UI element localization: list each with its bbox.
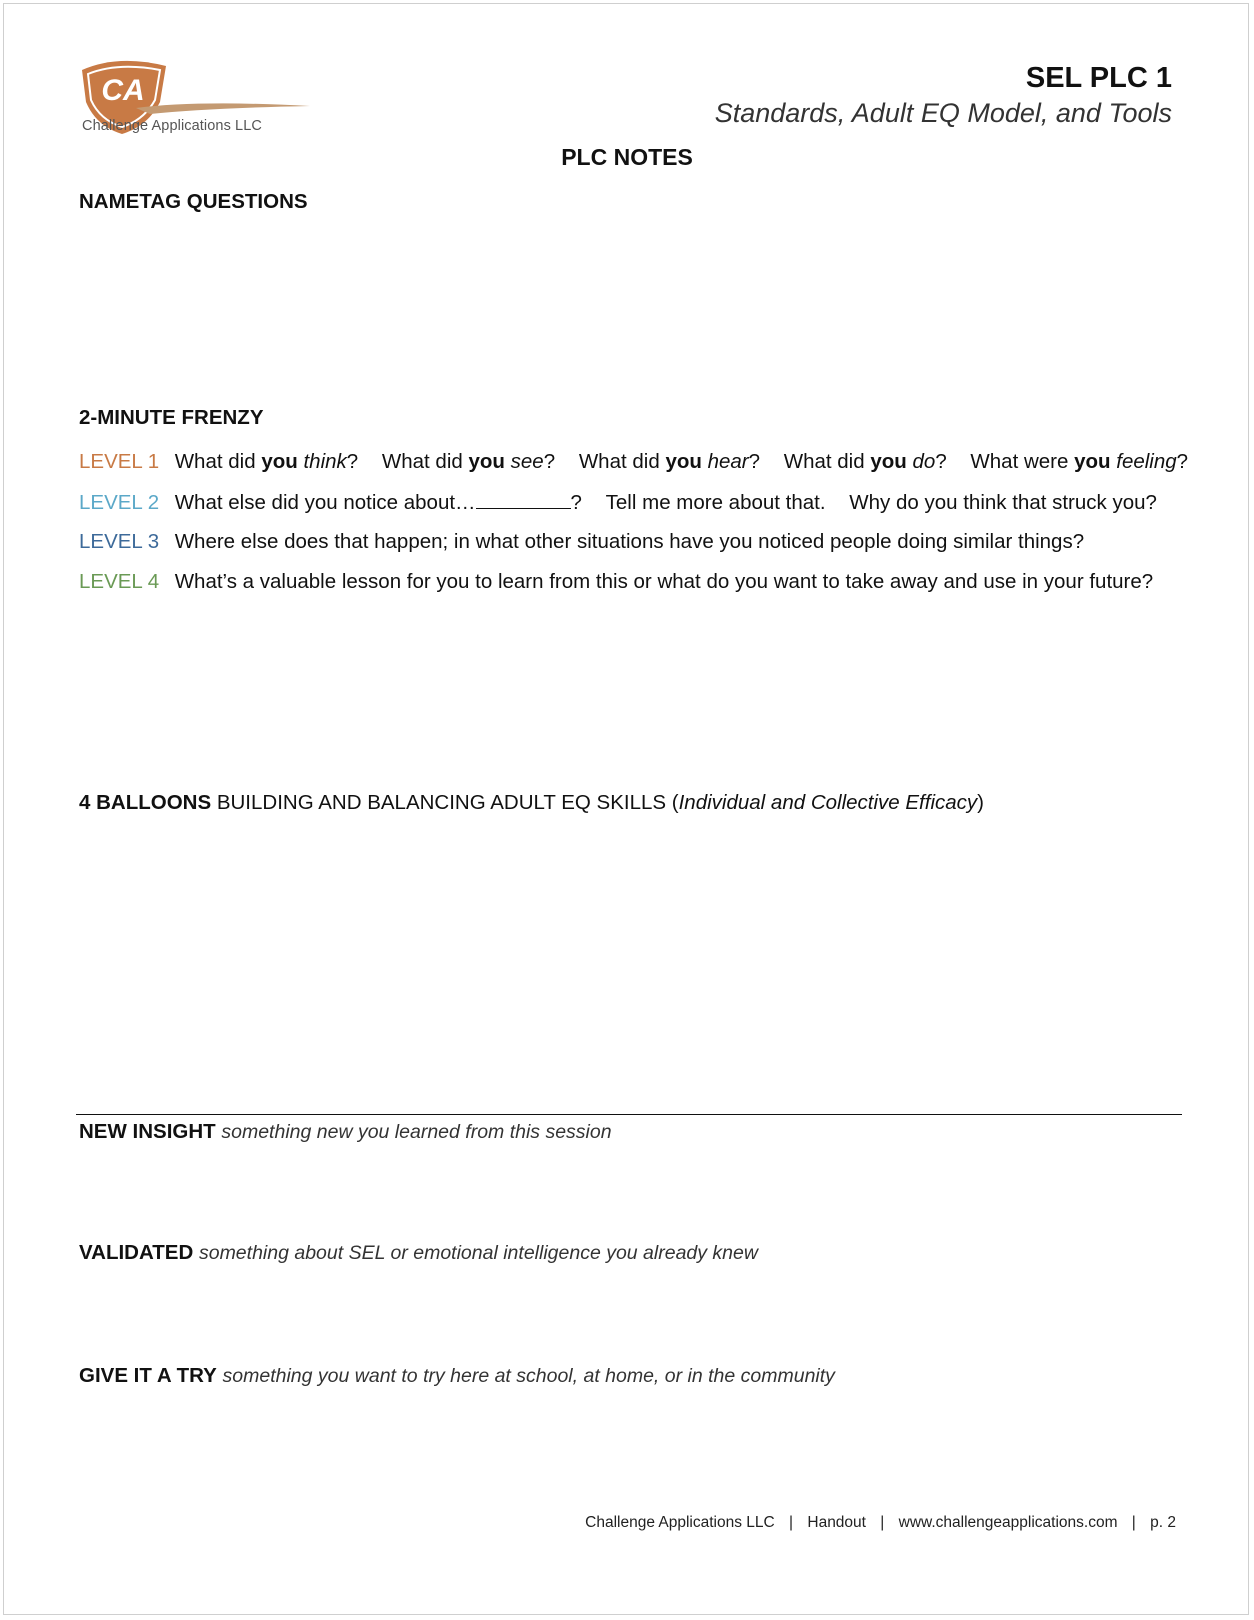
- logo-mark: CA: [101, 74, 145, 107]
- logo-company-name: Challenge Applications LLC: [82, 118, 262, 134]
- level-2-question: Why do you think that struck you?: [849, 491, 1157, 514]
- level-4-label: LEVEL 4: [79, 570, 160, 593]
- header-title: SEL PLC 1: [1025, 62, 1172, 94]
- page-title: PLC NOTES: [561, 144, 693, 170]
- level-1-question: What were you feeling?: [970, 450, 1189, 473]
- footer-separator: |: [789, 1514, 794, 1531]
- level-2-label: LEVEL 2: [79, 491, 160, 514]
- level-3-question: Where else does that happen; in what other situations have you noticed people doing similar things?: [174, 530, 1085, 553]
- level-1-question: What did you hear?: [578, 450, 761, 473]
- section-nametag-questions: NAMETAG QUESTIONS: [79, 190, 308, 213]
- reflection-title: GIVE IT A TRY: [79, 1364, 217, 1387]
- level-3-label: LEVEL 3: [79, 530, 160, 553]
- level-1-row: [79, 450, 1206, 474]
- level-4-question: What’s a valuable lesson for you to learn from this or what do you want to take away and use in your future?: [174, 570, 1154, 593]
- fill-in-blank: [476, 490, 571, 509]
- page-footer: [585, 1514, 1176, 1532]
- footer-separator: |: [880, 1514, 885, 1531]
- section-two-minute-frenzy: 2-MINUTE FRENZY: [79, 406, 264, 429]
- reflection-title: VALIDATED: [79, 1241, 194, 1264]
- reflection-description: something new you learned from this session: [221, 1121, 612, 1143]
- balloons-heading: 4 BALLOONS: [79, 791, 212, 814]
- section-four-balloons: 4 BALLOONS BUILDING AND BALANCING ADULT EQ SKILLS (Individual and Collective Efficacy): [79, 791, 984, 814]
- level-1-question: What did you think?: [174, 450, 359, 473]
- reflection-description: something about SEL or emotional intelligence you already knew: [198, 1242, 758, 1264]
- footer-company: Challenge Applications LLC: [585, 1514, 775, 1531]
- reflection-title: NEW INSIGHT: [79, 1120, 216, 1143]
- footer-separator: |: [1131, 1514, 1136, 1531]
- section-divider: [76, 1114, 1182, 1115]
- balloons-efficacy-note: Individual and Collective Efficacy: [678, 791, 978, 814]
- level-1-question: What did you see?: [381, 450, 556, 473]
- reflection-give-it-a-try: [79, 1364, 835, 1388]
- footer-website: www.challengeapplications.com: [898, 1514, 1118, 1531]
- reflection-description: something you want to try here at school, at home, or in the community: [222, 1365, 835, 1387]
- footer-doc-type: Handout: [807, 1514, 866, 1531]
- level-2-question: What else did you notice about… ?: [174, 491, 582, 514]
- footer-page-number: p. 2: [1150, 1514, 1176, 1531]
- balloons-subheading: BUILDING AND BALANCING ADULT EQ SKILLS (: [216, 791, 679, 814]
- level-1-label: LEVEL 1: [79, 450, 160, 473]
- level-2-row: [79, 490, 1175, 515]
- reflection-new-insight: [79, 1120, 612, 1144]
- header-subtitle: Standards, Adult EQ Model, and Tools: [714, 98, 1172, 128]
- level-3-row: [79, 530, 1084, 554]
- reflection-validated: [79, 1241, 758, 1265]
- level-2-question: Tell me more about that.: [605, 491, 826, 514]
- level-4-row: [79, 570, 1153, 594]
- level-1-question: What did you do?: [783, 450, 947, 473]
